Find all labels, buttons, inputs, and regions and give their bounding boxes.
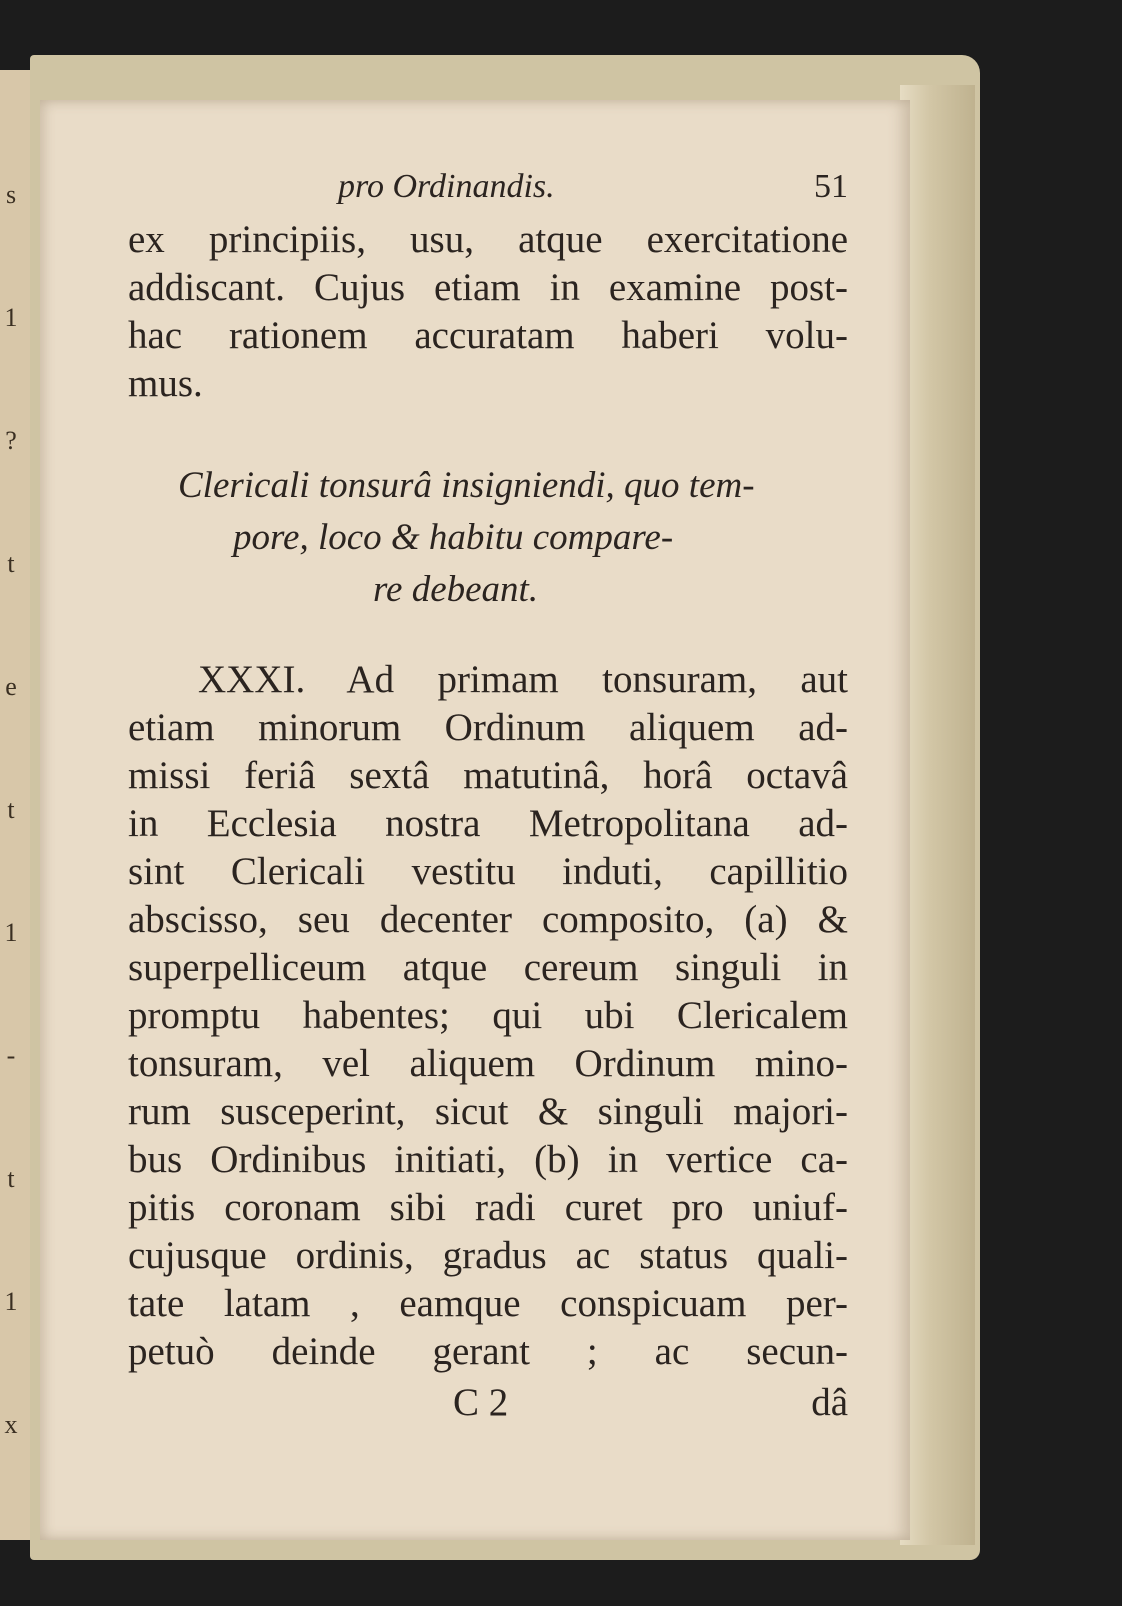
page-fore-edge: [900, 85, 975, 1545]
heading-line: Clericali tonsurâ insigniendi, quo tem-: [178, 465, 755, 506]
section-heading: [128, 460, 848, 616]
adjacent-page-fragments: [0, 180, 22, 1440]
text-line: ex principiis, usu, atque exercitatione: [128, 218, 848, 261]
text-line: tonsuram, vel aliquem Ordinum mino-: [128, 1042, 848, 1085]
running-title: pro Ordinandis.: [338, 168, 555, 205]
text-line: superpelliceum atque cereum singuli in: [128, 946, 848, 989]
margin-fragment: e: [5, 672, 17, 701]
text-line: abscisso, seu decenter composito, (a) &: [128, 898, 848, 941]
text-line: XXXI. Ad primam tonsuram, aut: [198, 658, 848, 701]
text-line: mus.: [128, 362, 203, 405]
text-line: etiam minorum Ordinum aliquem ad-: [128, 706, 848, 749]
margin-fragment: 1: [4, 303, 18, 332]
heading-line: pore, loco & habitu compare-: [233, 517, 674, 558]
text-block: [128, 160, 848, 1428]
text-line: missi feriâ sextâ matutinâ, horâ octavâ: [128, 754, 848, 797]
margin-fragment: t: [7, 549, 15, 578]
margin-fragment: x: [4, 1410, 18, 1439]
margin-fragment: ?: [5, 426, 17, 455]
text-line: in Ecclesia nostra Metropolitana ad-: [128, 802, 848, 845]
section-paragraph: [128, 656, 848, 1376]
text-line: tate latam , eamque conspicuam per-: [128, 1282, 848, 1325]
catchword: dâ: [811, 1381, 848, 1424]
margin-fragment: -: [6, 1041, 16, 1070]
margin-fragment: 1: [4, 918, 18, 947]
text-line: petuò deinde gerant ; ac secun-: [128, 1330, 848, 1373]
margin-fragment: 1: [4, 1287, 18, 1316]
text-line: rum susceperint, sicut & singuli majori-: [128, 1090, 848, 1133]
margin-fragment: t: [7, 1164, 15, 1193]
margin-fragment: t: [7, 795, 15, 824]
text-line: cujusque ordinis, gradus ac status quali-: [128, 1234, 848, 1277]
continued-paragraph: [128, 216, 848, 408]
text-line: promptu habentes; qui ubi Clericalem: [128, 994, 848, 1037]
heading-line: re debeant.: [373, 569, 539, 610]
text-line: addiscant. Cujus etiam in examine post-: [128, 266, 848, 309]
text-line: bus Ordinibus initiati, (b) in vertice ca-: [128, 1138, 848, 1181]
page-number: 51: [814, 168, 848, 205]
signature-mark: C 2: [453, 1381, 509, 1424]
text-line: pitis coronam sibi radi curet pro uniuf-: [128, 1186, 848, 1229]
book-page: [40, 100, 910, 1540]
running-head: [128, 160, 848, 216]
text-line: hac rationem accuratam haberi volu-: [128, 314, 848, 357]
text-line: sint Clericali vestitu induti, capillitio: [128, 850, 848, 893]
margin-fragment: s: [5, 180, 17, 209]
page-footer: [128, 1380, 848, 1428]
